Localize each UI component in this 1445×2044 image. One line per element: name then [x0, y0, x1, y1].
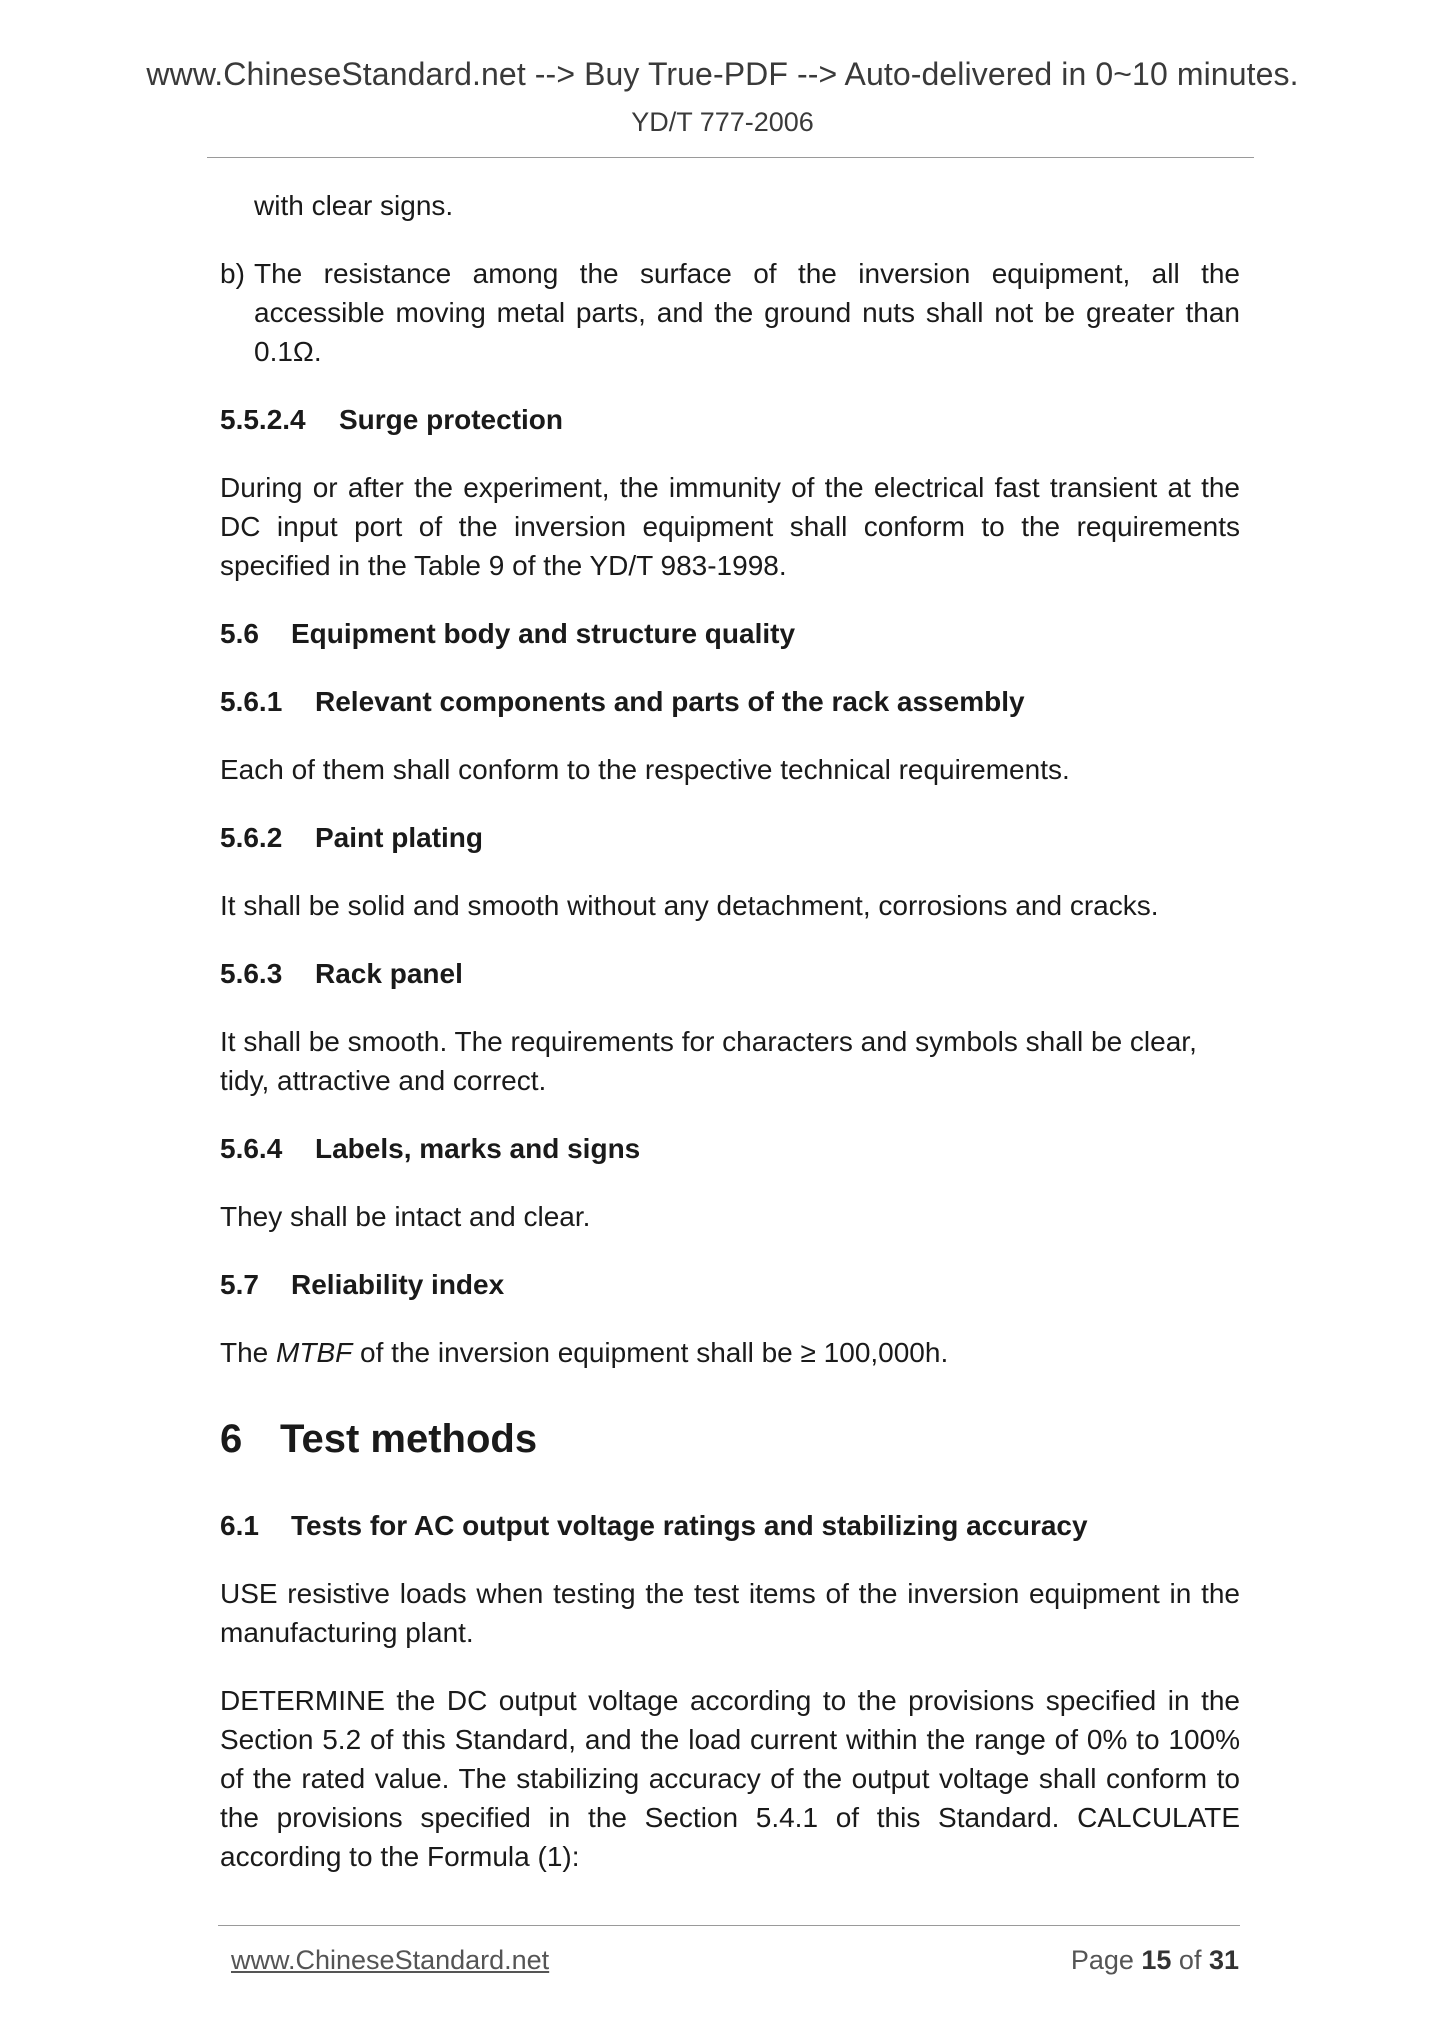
- footer-site-link[interactable]: www.ChineseStandard.net: [231, 1945, 550, 1975]
- text-run: The: [220, 1337, 277, 1368]
- section-title: Tests for AC output voltage ratings and stabilizing accuracy: [291, 1510, 1088, 1541]
- header-divider: [207, 157, 1254, 158]
- section-title: Rack panel: [315, 958, 463, 989]
- section-heading-5-7: [220, 1265, 1240, 1304]
- section-heading-5-6-1: [220, 682, 1240, 721]
- page-content: [220, 186, 1240, 1876]
- page-mid: of: [1171, 1945, 1209, 1975]
- section-title: Paint plating: [315, 822, 483, 853]
- section-title: Surge protection: [339, 404, 564, 435]
- paragraph: It shall be smooth. The requirements for characters and symbols shall be clear, tidy, attractive and correct.: [220, 1026, 1197, 1096]
- section-heading-6: [220, 1414, 1240, 1464]
- section-title: Equipment body and structure quality: [291, 618, 796, 649]
- section-title: Relevant components and parts of the rack assembly: [315, 686, 1025, 717]
- document-id: YD/T 777-2006: [631, 107, 814, 137]
- continuation-text: with clear signs.: [254, 190, 454, 221]
- footer-divider: [218, 1925, 1240, 1926]
- section-heading-6-1: [220, 1506, 1240, 1545]
- page-total: 31: [1208, 1945, 1239, 1975]
- section-number: 6: [220, 1417, 243, 1461]
- section-title: Reliability index: [291, 1269, 505, 1300]
- section-title: Labels, marks and signs: [315, 1133, 641, 1164]
- section-heading-5-5-2-4: [220, 400, 1240, 439]
- paragraph: [220, 1333, 1240, 1372]
- list-item-b: [220, 254, 1240, 371]
- section-heading-5-6-4: [220, 1129, 1240, 1168]
- page-number: 15: [1141, 1945, 1172, 1975]
- paragraph: Each of them shall conform to the respective technical requirements.: [220, 754, 1070, 785]
- header-banner: www.ChineseStandard.net --> Buy True-PDF --> Auto-delivered in 0~10 minutes.: [146, 56, 1299, 92]
- paragraph: DETERMINE the DC output voltage according to the provisions specified in the Section 5.2 of this Standard, and the load current within the range of 0% to 100% of the rated value. The stabilizing accuracy of the output voltage shall conform to the provisions specified in the Section 5.4.1 of this Standard. CALCULATE according to the Formula (1):: [220, 1685, 1240, 1872]
- section-heading-5-6-3: [220, 954, 1240, 993]
- text-run: of the inversion equipment shall be ≥ 100,000h.: [352, 1337, 949, 1368]
- page-indicator: [1071, 1945, 1239, 1976]
- section-number: 5.5.2.4: [220, 404, 306, 435]
- section-number: 5.6.4: [220, 1133, 283, 1164]
- paragraph: They shall be intact and clear.: [220, 1201, 591, 1232]
- page-prefix: Page: [1070, 1945, 1142, 1975]
- paragraph: USE resistive loads when testing the test items of the inversion equipment in the manufacturing plant.: [220, 1578, 1240, 1648]
- paragraph: During or after the experiment, the immunity of the electrical fast transient at the DC input port of the inversion equipment shall conform to the requirements specified in the Table 9 of the YD/T 983-1998.: [220, 472, 1240, 581]
- section-number: 5.6.2: [220, 822, 283, 853]
- section-number: 5.6.1: [220, 686, 283, 717]
- section-number: 5.6.3: [220, 958, 283, 989]
- section-heading-5-6: [220, 614, 1240, 653]
- section-number: 5.7: [220, 1269, 259, 1300]
- section-number: 5.6: [220, 618, 259, 649]
- section-title: Test methods: [280, 1417, 538, 1461]
- paragraph: It shall be solid and smooth without any detachment, corrosions and cracks.: [220, 890, 1159, 921]
- section-number: 6.1: [220, 1510, 259, 1541]
- list-marker: b): [220, 258, 245, 289]
- list-item-text: The resistance among the surface of the inversion equipment, all the accessible moving metal parts, and the ground nuts shall not be greater than 0.1Ω.: [254, 258, 1240, 367]
- italic-term: MTBF: [276, 1337, 353, 1368]
- section-heading-5-6-2: [220, 818, 1240, 857]
